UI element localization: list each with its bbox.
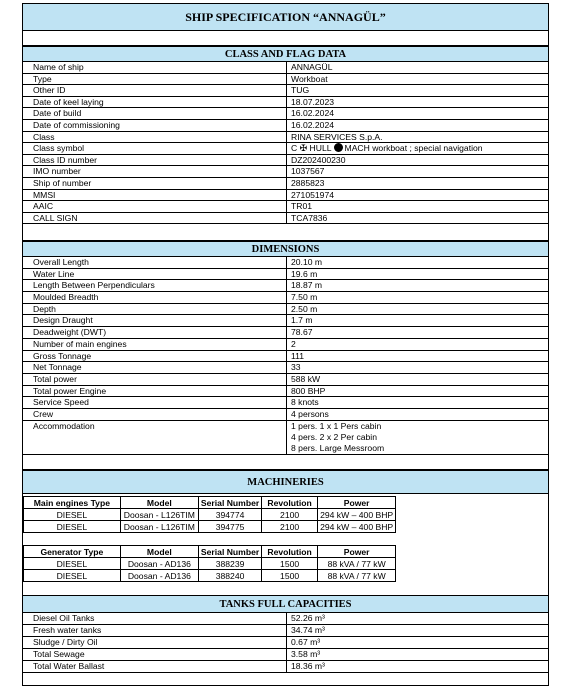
table-cell: Doosan - L126TIM (120, 509, 198, 521)
row-value: TR01 (286, 201, 312, 212)
accommodation-values (286, 421, 384, 454)
table-row (23, 269, 548, 281)
table-cell: 294 kW – 400 BHP (318, 509, 396, 521)
generators-table (23, 545, 396, 582)
row-value: 16.02.2024 (286, 120, 334, 131)
table-row (23, 108, 548, 120)
table-row (23, 201, 548, 213)
table-cell: 88 kVA / 77 kW (318, 570, 396, 582)
table-row (23, 132, 548, 144)
row-value: 2885823 (286, 178, 324, 189)
row-label: Ship of number (33, 177, 92, 188)
table-cell: 2100 (262, 521, 318, 533)
section-heading-tanks: TANKS FULL CAPACITIES (23, 595, 548, 613)
table-row (23, 386, 548, 398)
row-value: 271051974 (286, 190, 334, 201)
table-cell: 388239 (198, 558, 261, 570)
table-row (23, 397, 548, 409)
row-label: Overall Length (33, 257, 89, 267)
column-header: Power (318, 497, 396, 509)
table-cell: DIESEL (24, 521, 121, 533)
row-value: 78.67 (286, 327, 313, 338)
row-value: 19.6 m (286, 269, 317, 280)
table-cell: 88 kVA / 77 kW (318, 558, 396, 570)
spacer (23, 454, 548, 470)
row-value: 111 (286, 351, 304, 362)
table-row (23, 661, 548, 673)
table-cell: 394774 (198, 509, 261, 521)
table-row (24, 509, 396, 521)
column-header: Serial Number (198, 546, 261, 558)
row-value: 1037567 (286, 166, 324, 177)
row-value: 800 BHP (286, 386, 325, 397)
row-value: 4 persons (286, 409, 329, 420)
table-row (23, 409, 548, 421)
row-label: AAIC (33, 201, 54, 212)
accommodation-row (23, 421, 548, 455)
section-heading-class-flag: CLASS AND FLAG DATA (23, 46, 548, 62)
class-notation: MACH workboat ; special navigation (344, 143, 483, 154)
table-row (23, 155, 548, 167)
tanks-table (23, 613, 548, 673)
table-cell: Doosan - AD136 (120, 570, 198, 582)
row-value: 2 (286, 339, 296, 350)
row-label: Moulded Breadth (33, 292, 99, 303)
row-label: Date of commissioning (33, 119, 120, 130)
table-cell: 388240 (198, 570, 261, 582)
row-label: Gross Tonnage (33, 350, 92, 361)
row-label: Net Tonnage (33, 362, 82, 373)
column-header: Main engines Type (24, 497, 121, 509)
accommodation-line: 1 pers. 1 x 1 Pers cabin (291, 420, 382, 431)
table-row (23, 649, 548, 661)
table-row (23, 97, 548, 109)
column-header: Model (120, 497, 198, 509)
row-value: 1.7 m (286, 315, 313, 326)
header-row (24, 497, 396, 509)
row-label: Depth (33, 303, 56, 314)
table-row (23, 178, 548, 190)
table-cell: 294 kW – 400 BHP (318, 521, 396, 533)
row-value: Workboat (286, 74, 328, 85)
row-label: Accommodation (33, 420, 95, 431)
row-value: 33 (286, 362, 301, 373)
row-label: Deadweight (DWT) (33, 327, 107, 338)
table-row (23, 213, 548, 225)
row-label: Class symbol (33, 143, 85, 154)
column-header: Generator Type (24, 546, 121, 558)
filled-circle-icon (334, 143, 343, 152)
row-value: 20.10 m (286, 257, 322, 268)
spacer (23, 229, 548, 241)
spacer (23, 31, 548, 46)
table-row (23, 280, 548, 292)
row-label: Date of build (33, 108, 82, 119)
table-cell: 1500 (262, 570, 318, 582)
row-label: Date of keel laying (33, 96, 104, 107)
row-value: 18.36 m³ (286, 661, 325, 672)
row-value: 3.58 m³ (286, 649, 320, 660)
column-header: Power (318, 546, 396, 558)
row-value: 18.07.2023 (286, 97, 334, 108)
table-cell: 2100 (262, 509, 318, 521)
accommodation-line: 4 pers. 2 x 2 Per cabin (291, 431, 377, 442)
row-value: DZ202400230 (286, 155, 345, 166)
row-value: 18.87 m (286, 280, 322, 291)
table-cell: Doosan - L126TIM (120, 521, 198, 533)
column-header: Revolution (262, 546, 318, 558)
table-row (23, 190, 548, 202)
maltese-cross-icon: ✠ (299, 143, 308, 154)
table-row (23, 339, 548, 351)
row-label: Total Water Ballast (33, 661, 105, 671)
table-row (23, 374, 548, 386)
row-value: 588 kW (286, 374, 320, 385)
row-value: ANNAGÜL (286, 62, 333, 73)
table-row (23, 327, 548, 339)
table-row (23, 362, 548, 374)
table-row (23, 637, 548, 649)
row-value: TUG (286, 85, 309, 96)
table-row (23, 143, 548, 155)
table-cell: 1500 (262, 558, 318, 570)
row-label: Class (33, 131, 55, 142)
row-label: Service Speed (33, 397, 89, 408)
table-cell: Doosan - AD136 (120, 558, 198, 570)
row-value: 2.50 m (286, 304, 317, 315)
column-header: Revolution (262, 497, 318, 509)
row-label: Water Line (33, 268, 75, 279)
table-cell: DIESEL (24, 558, 121, 570)
document-title: SHIP SPECIFICATION “ANNAGÜL” (23, 4, 548, 31)
row-value: 34.74 m³ (286, 625, 325, 636)
table-row (23, 613, 548, 625)
section-heading-machineries: MACHINERIES (23, 470, 548, 494)
row-label: Total power (33, 373, 77, 384)
row-value: 0.67 m³ (286, 637, 320, 648)
row-value: RINA SERVICES S.p.A. (286, 132, 383, 143)
table-row (23, 304, 548, 316)
table-row (24, 558, 396, 570)
row-label: Crew (33, 408, 54, 419)
accommodation-line: 8 pers. Large Messroom (291, 442, 385, 453)
table-row (23, 120, 548, 132)
table-cell: DIESEL (24, 570, 121, 582)
main-engines-table (23, 496, 396, 533)
row-label: IMO number (33, 166, 81, 177)
row-label: Design Draught (33, 315, 93, 326)
table-row (23, 625, 548, 637)
row-label: Fresh water tanks (33, 625, 102, 635)
row-label: Other ID (33, 85, 66, 96)
table-row (23, 315, 548, 327)
table-cell: 394775 (198, 521, 261, 533)
header-row (24, 546, 396, 558)
table-cell: DIESEL (24, 509, 121, 521)
row-label: Name of ship (33, 62, 84, 72)
row-label: Number of main engines (33, 338, 127, 349)
table-row (23, 257, 548, 269)
dimensions-table (23, 257, 548, 455)
row-label: Total Sewage (33, 649, 85, 659)
table-row (23, 351, 548, 363)
hull-notation: HULL (309, 143, 332, 154)
row-label: Type (33, 73, 52, 84)
row-value: 16.02.2024 (286, 108, 334, 119)
table-row (24, 570, 396, 582)
column-header: Model (120, 546, 198, 558)
class-flag-table (23, 62, 548, 224)
table-row (24, 521, 396, 533)
row-label: MMSI (33, 189, 56, 200)
row-value: 8 knots (286, 397, 319, 408)
row-value: 7.50 m (286, 292, 317, 303)
section-heading-dimensions: DIMENSIONS (23, 241, 548, 257)
table-row (23, 62, 548, 74)
row-label: Length Between Perpendiculars (33, 280, 155, 291)
row-label: Diesel Oil Tanks (33, 613, 95, 623)
row-value: TCA7836 (286, 213, 327, 224)
table-row (23, 292, 548, 304)
spacer (23, 581, 548, 596)
row-label: Class ID number (33, 154, 97, 165)
row-label: CALL SIGN (33, 212, 78, 223)
column-header: Serial Number (198, 497, 261, 509)
row-label: Sludge / Dirty Oil (33, 637, 98, 647)
row-value: 52.26 m³ (286, 613, 325, 624)
table-row (23, 166, 548, 178)
specification-sheet (22, 3, 549, 686)
table-row (23, 74, 548, 86)
class-symbol-value (286, 143, 483, 154)
row-label: Total power Engine (33, 385, 107, 396)
table-row (23, 85, 548, 97)
class-prefix: C (291, 143, 298, 154)
